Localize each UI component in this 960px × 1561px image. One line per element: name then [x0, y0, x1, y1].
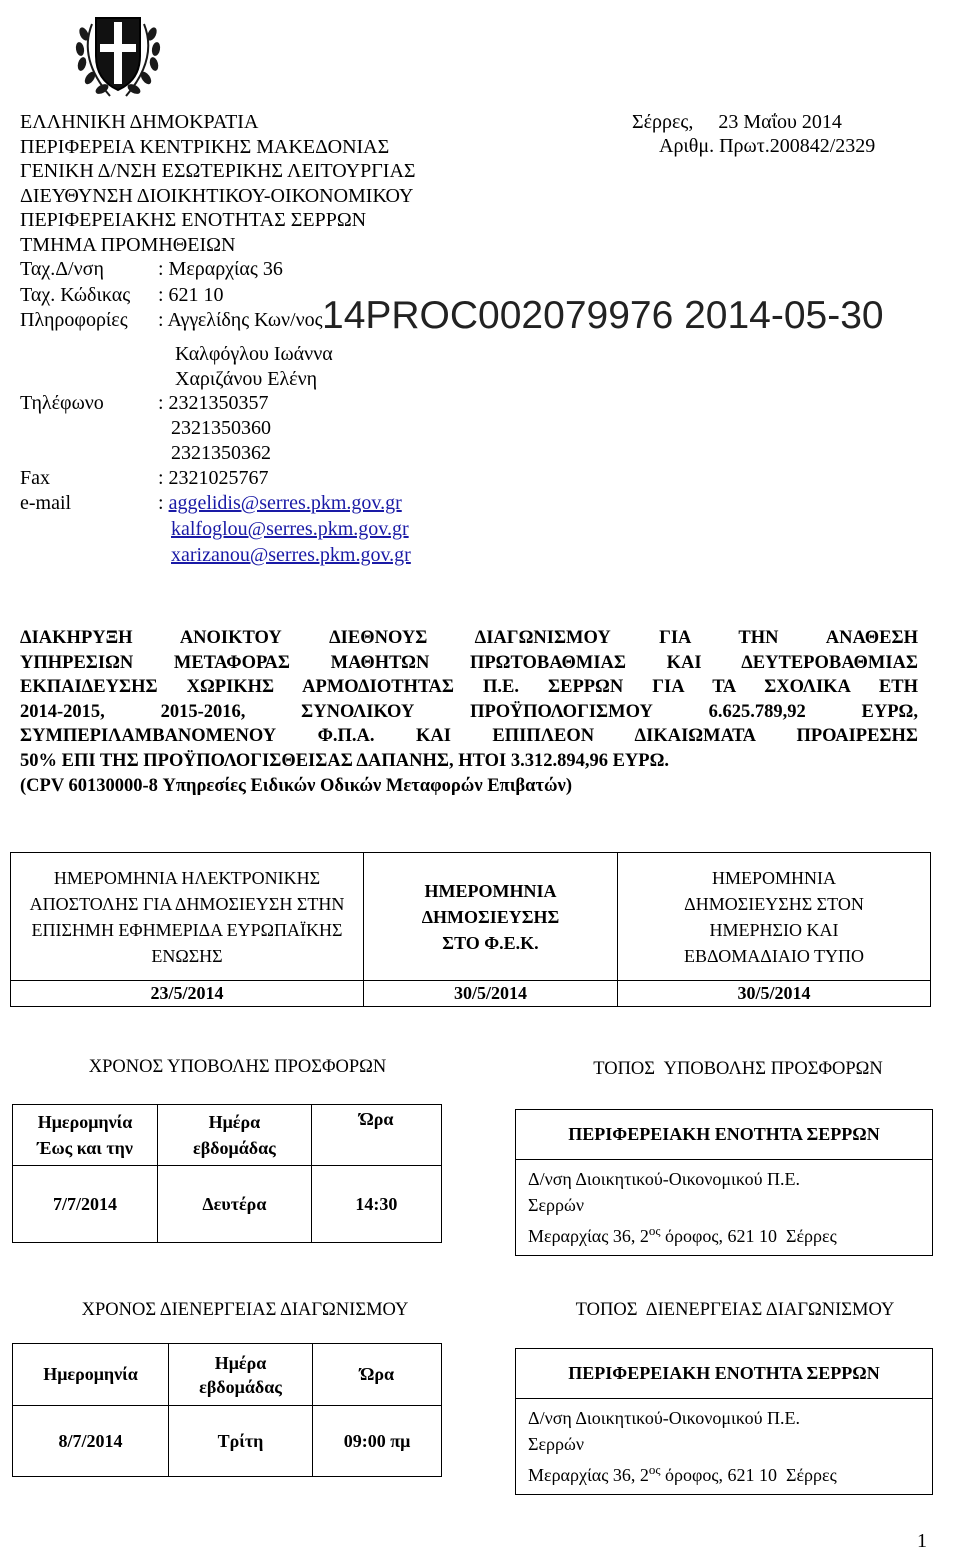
press-header: ΗΜΕΡΟΜΗΝΙΑ ΔΗΜΟΣΙΕΥΣΗΣ ΣΤΟΝ ΗΜΕΡΗΣΙΟ ΚΑΙ ΕΒΔΟΜΑΔΙΑΙΟ ΤΥΠΟ [618, 853, 931, 981]
email-prefix: : [158, 492, 169, 514]
announcement-line: ΣΥΜΠΕΡΙΛΑΜΒΑΝΟΜΕΝΟΥ Φ.Π.Α. ΚΑΙ ΕΠΙΠΛΕΟΝ ΔΙΚΑΙΩΜΑΤΑ ΠΡΟΑΙΡΕΣΗΣ [20, 726, 918, 747]
conduct-place-title: ΤΟΠΟΣ ΔΙΕΝΕΡΓΕΙΑΣ ΔΙΑΓΩΝΙΣΜΟΥ [575, 1300, 895, 1320]
place-details [516, 1399, 933, 1495]
email-link[interactable]: aggelidis@serres.pkm.gov.gr [168, 492, 402, 514]
col-time-header: Ώρα [311, 1105, 441, 1166]
submission-time: 14:30 [311, 1166, 441, 1243]
fax-label: Fax [20, 467, 50, 489]
place-line: Δ/νση Διοικητικού-Οικονομικού Π.Ε. [528, 1408, 800, 1428]
info-name: Καλφόγλου Ιωάννα [175, 343, 333, 365]
col-date-header: Ημερομηνία Έως και την [13, 1105, 158, 1166]
greek-coat-of-arms-emblem [70, 4, 166, 104]
page-number: 1 [917, 1530, 927, 1552]
announcement-line: 50% ΕΠΙ ΤΗΣ ΠΡΟΫΠΟΛΟΓΙΣΘΕΙΣΑΣ ΔΑΠΑΝΗΣ, ΗΤΟΙ 3.312.894,96 ΕΥΡΩ. [20, 750, 670, 771]
announcement-title [20, 626, 918, 798]
place-header: ΠΕΡΙΦΕΡΕΙΑΚΗ ΕΝΟΤΗΤΑ ΣΕΡΡΩΝ [516, 1110, 933, 1160]
postcode-label: Ταχ. Κώδικας [20, 284, 131, 306]
info-label: Πληροφορίες [20, 309, 128, 331]
sender-line: ΓΕΝΙΚΗ Δ/ΝΣΗ ΕΣΩΤΕΡΙΚΗΣ ΛΕΙΤΟΥΡΓΙΑΣ [20, 160, 416, 182]
press-date: 30/5/2014 [618, 981, 931, 1007]
col-date-header: Ημερομηνία [13, 1344, 169, 1406]
announcement-line: ΕΚΠΑΙΔΕΥΣΗΣ ΧΩΡΙΚΗΣ ΑΡΜΟΔΙΟΤΗΤΑΣ Π.Ε. ΣΕΡΡΩΝ ΓΙΑ ΤΑ ΣΧΟΛΙΚΑ ΕΤΗ [20, 677, 918, 698]
announcement-line: 2014-2015, 2015-2016, ΣΥΝΟΛΙΚΟΥ ΠΡΟΫΠΟΛΟΓΙΣΜΟΥ 6.625.789,92 ΕΥΡΩ, [20, 701, 918, 722]
place-details [516, 1160, 933, 1256]
publication-dates-table [10, 852, 931, 1007]
phone-value: 2321350360 [171, 417, 271, 439]
sender-line: ΤΜΗΜΑ ΠΡΟΜΗΘΕΙΩΝ [20, 233, 236, 256]
place-header: ΠΕΡΙΦΕΡΕΙΑΚΗ ΕΝΟΤΗΤΑ ΣΕΡΡΩΝ [516, 1349, 933, 1399]
sender-line: ΠΕΡΙΦΕΡΕΙΑΚΗΣ ΕΝΟΤΗΤΑΣ ΣΕΡΡΩΝ [20, 209, 367, 231]
eu-journal-date: 23/5/2014 [11, 981, 364, 1007]
diavgeia-stamp: 14PROC002079976 2014-05-30 [322, 294, 884, 337]
place-line: Μεραρχίας 36, $2^{o\varsigma}$ όροφος, 621 10 Σέρρες [528, 1462, 837, 1485]
email-link[interactable]: kalfoglou@serres.pkm.gov.gr [171, 518, 409, 540]
col-day-header: Ημέρα εβδομάδας [158, 1105, 312, 1166]
phone-value: : 2321350357 [158, 392, 269, 414]
col-day-header: Ημέρα εβδομάδας [169, 1344, 313, 1406]
email-link[interactable]: xarizanou@serres.pkm.gov.gr [171, 544, 411, 566]
cpv-line: (CPV 60130000-8 Υπηρεσίες Ειδικών Οδικών Μεταφορών Επιβατών) [20, 775, 572, 796]
announcement-line: ΥΠΗΡΕΣΙΩΝ ΜΕΤΑΦΟΡΑΣ ΜΑΘΗΤΩΝ ΠΡΩΤΟΒΑΘΜΙΑΣ ΚΑΙ ΔΕΥΤΕΡΟΒΑΘΜΙΑΣ [20, 652, 918, 673]
sender-line: ΔΙΕΥΘΥΝΣΗ ΔΙΟΙΚΗΤΙΚΟΥ-ΟΙΚΟΝΟΜΙΚΟΥ [20, 184, 414, 207]
conduct-day: Τρίτη [169, 1406, 313, 1477]
submission-place-title: ΤΟΠΟΣ ΥΠΟΒΟΛΗΣ ΠΡΟΣΦΟΡΩΝ [593, 1059, 883, 1079]
info-name: : Αγγελίδης Κων/νος [158, 309, 323, 331]
fax-value: : 2321025767 [158, 467, 269, 489]
address-value: : Μεραρχίας 36 [158, 258, 283, 280]
submission-place-table [515, 1109, 933, 1256]
postcode-value: : 621 10 [158, 284, 224, 306]
phone-label: Τηλέφωνο [20, 392, 104, 414]
conduct-time-table [12, 1343, 442, 1477]
info-name: Χαριζάνου Ελένη [175, 368, 318, 390]
address-label: Ταχ.Δ/νση [20, 258, 104, 280]
place-line: Σερρών [528, 1195, 584, 1215]
place-line: Σερρών [528, 1434, 584, 1454]
conduct-time-title: ΧΡΟΝΟΣ ΔΙΕΝΕΡΓΕΙΑΣ ΔΙΑΓΩΝΙΣΜΟΥ [81, 1300, 409, 1320]
sender-line: ΕΛΛΗΝΙΚΗ ΔΗΜΟΚΡΑΤΙΑ [20, 111, 259, 133]
sender-line: ΠΕΡΙΦΕΡΕΙΑ ΚΕΝΤΡΙΚΗΣ ΜΑΚΕΔΟΝΙΑΣ [20, 135, 390, 158]
eu-journal-header: ΗΜΕΡΟΜΗΝΙΑ ΗΛΕΚΤΡΟΝΙΚΗΣ ΑΠΟΣΤΟΛΗΣ ΓΙΑ ΔΗΜΟΣΙΕΥΣΗ ΣΤΗΝ ΕΠΙΣΗΜΗ ΕΦΗΜΕΡΙΔΑ ΕΥΡΩΠΑΪΚΗΣ ΕΝΩΣΗΣ [11, 853, 364, 981]
gazette-date: 30/5/2014 [364, 981, 618, 1007]
protocol-number: Αριθμ. Πρωτ.200842/2329 [659, 135, 876, 157]
col-time-header: Ώρα [313, 1344, 442, 1406]
place-line: Δ/νση Διοικητικού-Οικονομικού Π.Ε. [528, 1169, 800, 1189]
submission-time-title: ΧΡΟΝΟΣ ΥΠΟΒΟΛΗΣ ΠΡΟΣΦΟΡΩΝ [88, 1057, 387, 1077]
submission-date: 7/7/2014 [13, 1166, 158, 1243]
date-line: Σέρρες, 23 Μαΐου 2014 [632, 111, 842, 133]
announcement-line: ΔΙΑΚΗΡΥΞΗ ΑΝΟΙΚΤΟΥ ΔΙΕΘΝΟΥΣ ΔΙΑΓΩΝΙΣΜΟΥ ΓΙΑ ΤΗΝ ΑΝΑΘΕΣΗ [20, 628, 918, 648]
submission-time-table [12, 1104, 442, 1243]
phone-value: 2321350362 [171, 442, 271, 464]
conduct-place-table [515, 1348, 933, 1495]
conduct-date: 8/7/2014 [13, 1406, 169, 1477]
submission-day: Δευτέρα [158, 1166, 312, 1243]
place-line: Μεραρχίας 36, $2^{o\varsigma}$ όροφος, 621 10 Σέρρες [528, 1223, 837, 1246]
conduct-time: 09:00 πμ [313, 1406, 442, 1477]
gazette-header: ΗΜΕΡΟΜΗΝΙΑ ΔΗΜΟΣΙΕΥΣΗΣ ΣΤΟ Φ.Ε.Κ. [364, 853, 618, 981]
email-label: e-mail [20, 492, 72, 514]
